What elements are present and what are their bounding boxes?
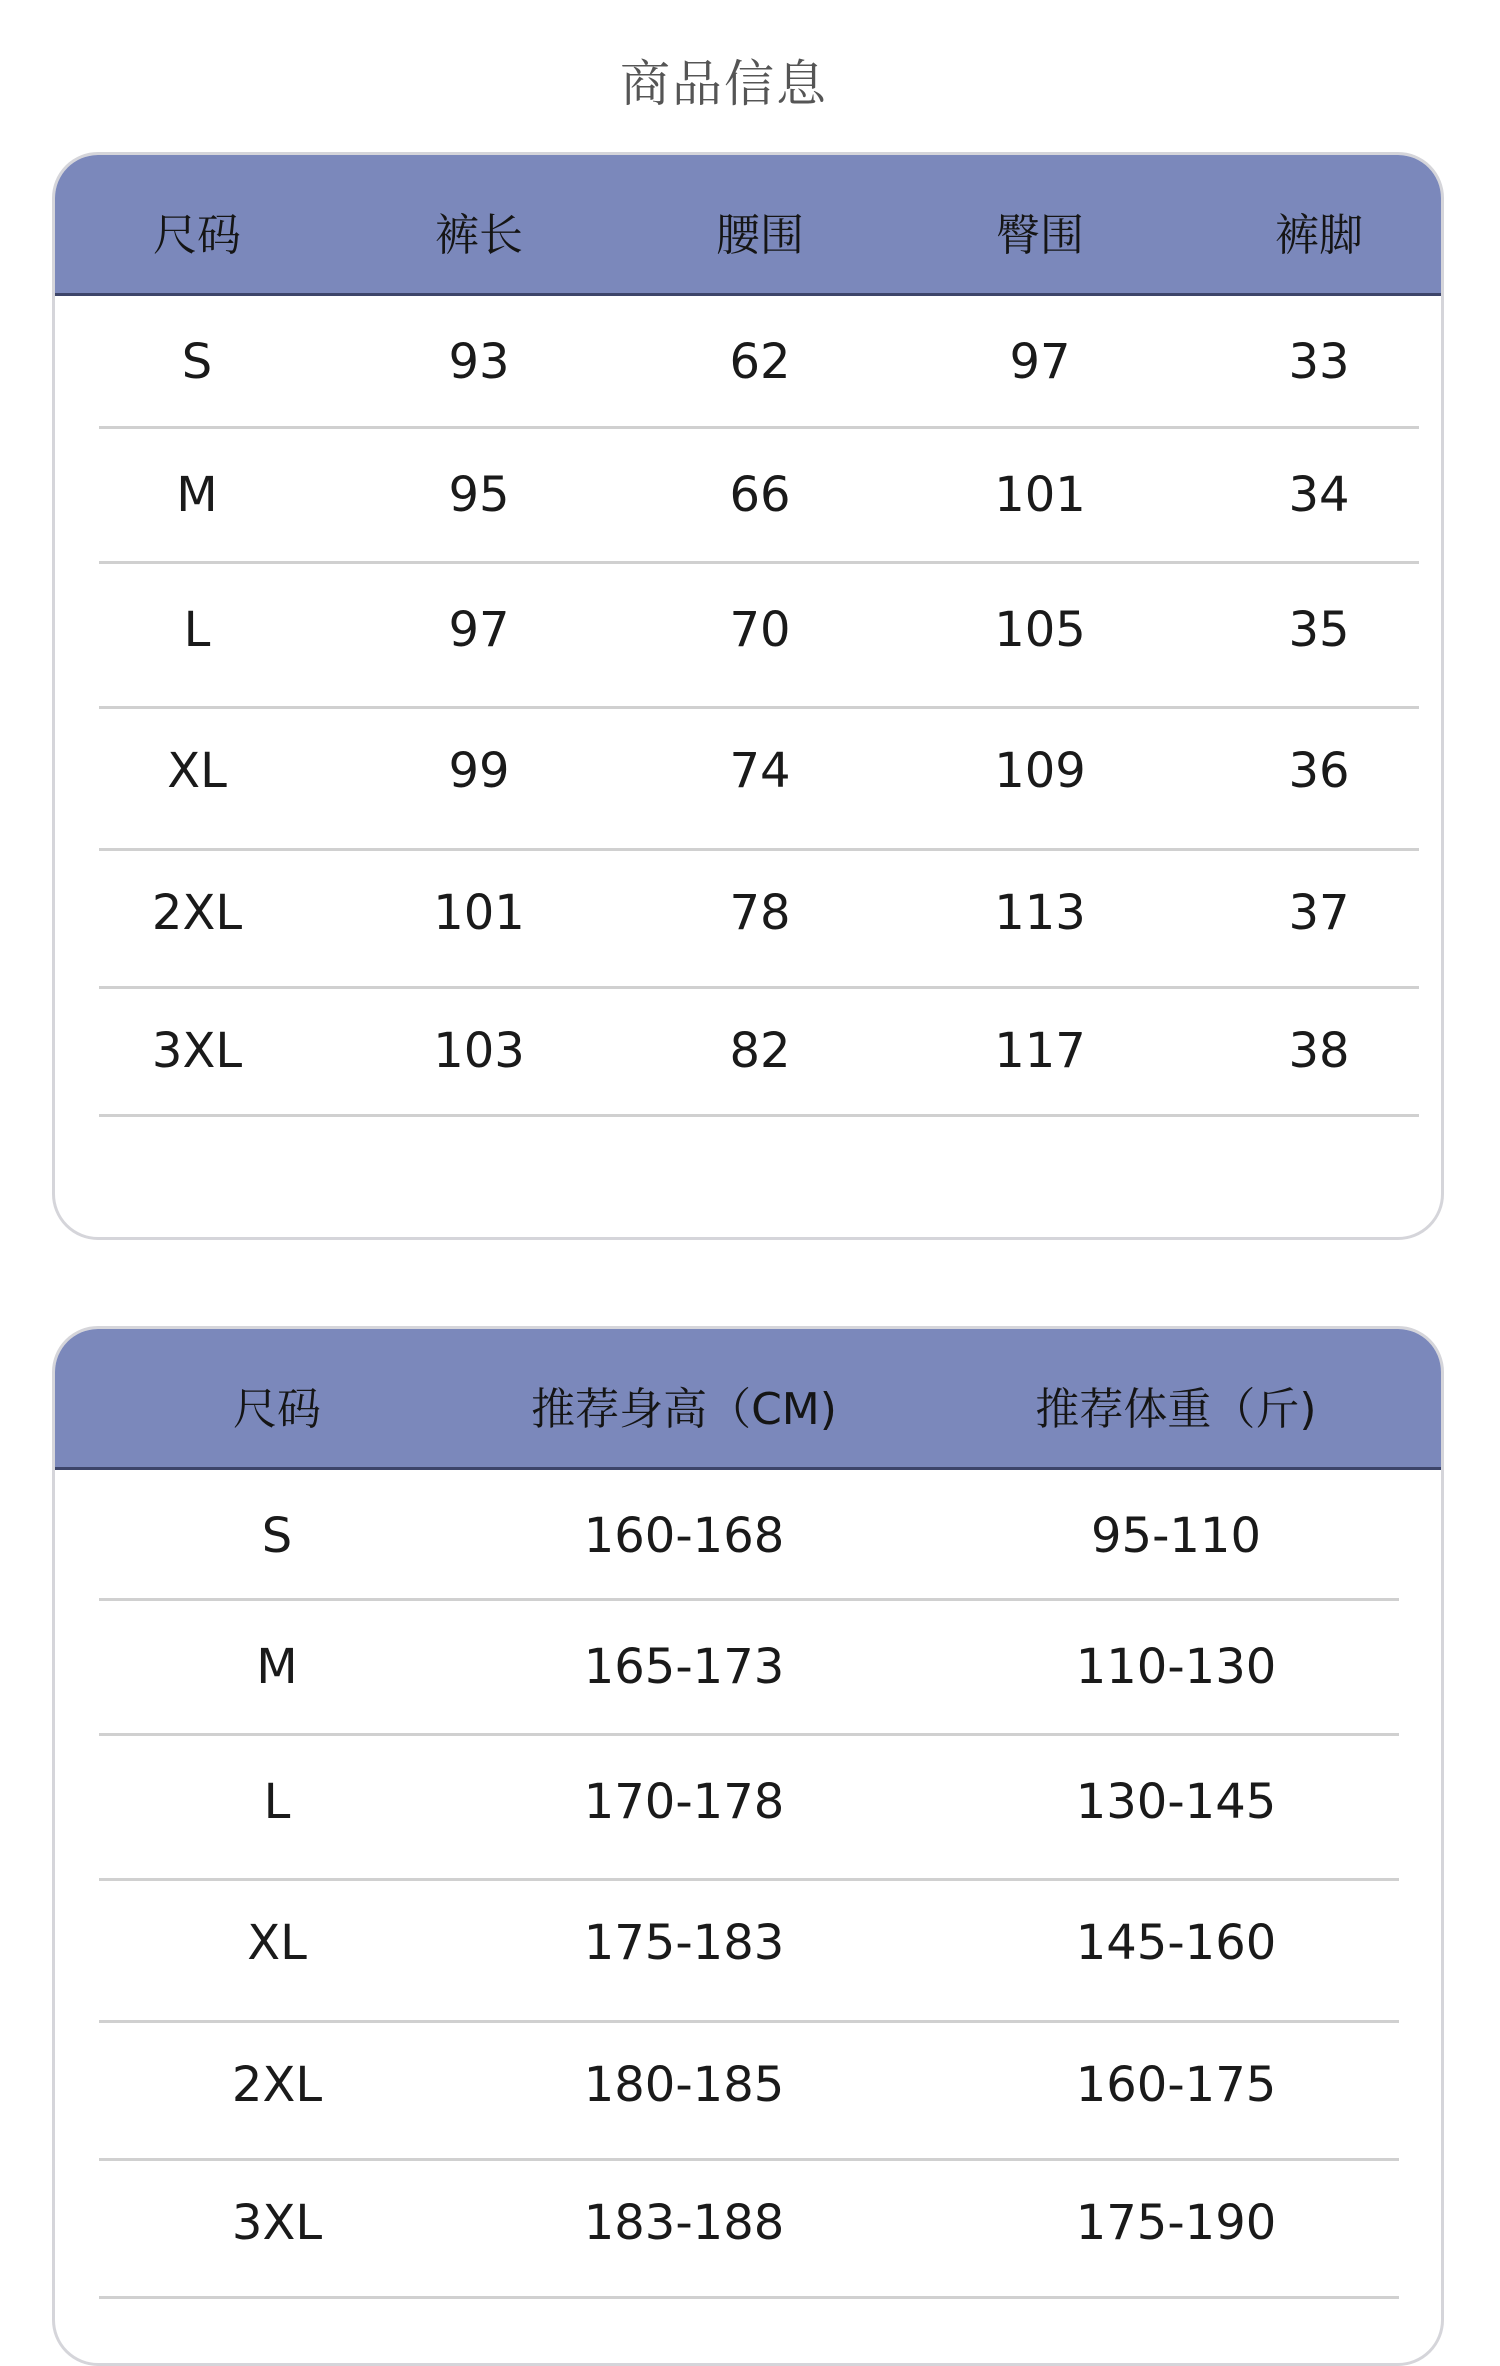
size-chart-header — [55, 155, 1441, 296]
size-row-cell: 113 — [994, 885, 1086, 941]
header-hem: 裤脚 — [1275, 210, 1363, 261]
size-row-cell: 2XL — [151, 885, 243, 941]
recommend-row — [99, 2023, 1399, 2161]
size-row-cell: 70 — [729, 602, 791, 658]
size-row-cell: S — [181, 334, 213, 390]
recommend-row-cell: M — [256, 1639, 298, 1695]
recommend-row-cell: 170-178 — [583, 1774, 785, 1830]
size-row-cell: 33 — [1288, 334, 1350, 390]
size-row-cell: 37 — [1288, 885, 1350, 941]
recommend-row — [99, 2161, 1399, 2299]
recommend-row — [99, 1736, 1399, 1881]
recommend-row — [99, 1881, 1399, 2023]
header-size: 尺码 — [153, 210, 241, 261]
size-row-cell: 109 — [994, 743, 1086, 799]
size-row-cell: 38 — [1288, 1023, 1350, 1079]
size-row — [99, 709, 1419, 851]
recommendation-header — [55, 1329, 1441, 1470]
size-row-cell: 82 — [729, 1023, 791, 1079]
size-row-cell: 93 — [448, 334, 510, 390]
header-height: 推荐身高（CM) — [531, 1384, 837, 1435]
size-row-cell: 3XL — [151, 1023, 243, 1079]
recommend-row — [99, 1601, 1399, 1736]
recommend-row-cell: 183-188 — [583, 2195, 785, 2251]
recommend-row-cell: XL — [247, 1915, 307, 1971]
recommend-row-cell: 3XL — [231, 2195, 323, 2251]
size-row-cell: 78 — [729, 885, 791, 941]
size-row-cell: 74 — [729, 743, 791, 799]
size-row-cell: 101 — [994, 467, 1086, 523]
size-row-cell: 101 — [433, 885, 525, 941]
recommend-row-cell: 175-183 — [583, 1915, 785, 1971]
size-row-cell: 117 — [994, 1023, 1086, 1079]
size-row-cell: 34 — [1288, 467, 1350, 523]
size-row-cell: 105 — [994, 602, 1086, 658]
recommend-row-cell: 2XL — [231, 2057, 323, 2113]
size-chart-rows — [99, 296, 1419, 1117]
size-row-cell: M — [176, 467, 218, 523]
header-waist: 腰围 — [716, 210, 804, 261]
size-row-cell: 97 — [448, 602, 510, 658]
recommend-row-cell: S — [261, 1508, 293, 1564]
size-row-cell: 35 — [1288, 602, 1350, 658]
size-row — [99, 989, 1419, 1117]
size-row — [99, 851, 1419, 989]
header-weight: 推荐体重（斤) — [1035, 1384, 1317, 1435]
size-row-cell: 99 — [448, 743, 510, 799]
size-row-cell: 36 — [1288, 743, 1350, 799]
recommend-row-cell: 110-130 — [1075, 1639, 1277, 1695]
size-row-cell: XL — [167, 743, 227, 799]
size-row-cell: 66 — [729, 467, 791, 523]
size-row-cell: 95 — [448, 467, 510, 523]
size-chart-card — [52, 152, 1444, 1240]
recommend-row-cell: 95-110 — [1090, 1508, 1262, 1564]
recommend-row-cell: 175-190 — [1075, 2195, 1277, 2251]
size-row — [99, 296, 1419, 429]
size-row — [99, 429, 1419, 564]
size-row — [99, 564, 1419, 709]
recommend-row-cell: 130-145 — [1075, 1774, 1277, 1830]
recommend-row-cell: 160-175 — [1075, 2057, 1277, 2113]
size-row-cell: 62 — [729, 334, 791, 390]
recommendation-card — [52, 1326, 1444, 2366]
size-row-cell: 103 — [433, 1023, 525, 1079]
header-size: 尺码 — [233, 1384, 321, 1435]
size-row-cell: L — [183, 602, 211, 658]
recommendation-rows — [99, 1470, 1399, 2299]
recommend-row-cell: 145-160 — [1075, 1915, 1277, 1971]
recommend-row-cell: 165-173 — [583, 1639, 785, 1695]
recommend-row — [99, 1470, 1399, 1601]
size-row-cell: 97 — [1009, 334, 1071, 390]
header-hip: 臀围 — [996, 210, 1084, 261]
header-length: 裤长 — [435, 210, 523, 261]
recommend-row-cell: 180-185 — [583, 2057, 785, 2113]
page-title: 商品信息 — [620, 55, 828, 113]
recommend-row-cell: L — [263, 1774, 291, 1830]
recommend-row-cell: 160-168 — [583, 1508, 785, 1564]
